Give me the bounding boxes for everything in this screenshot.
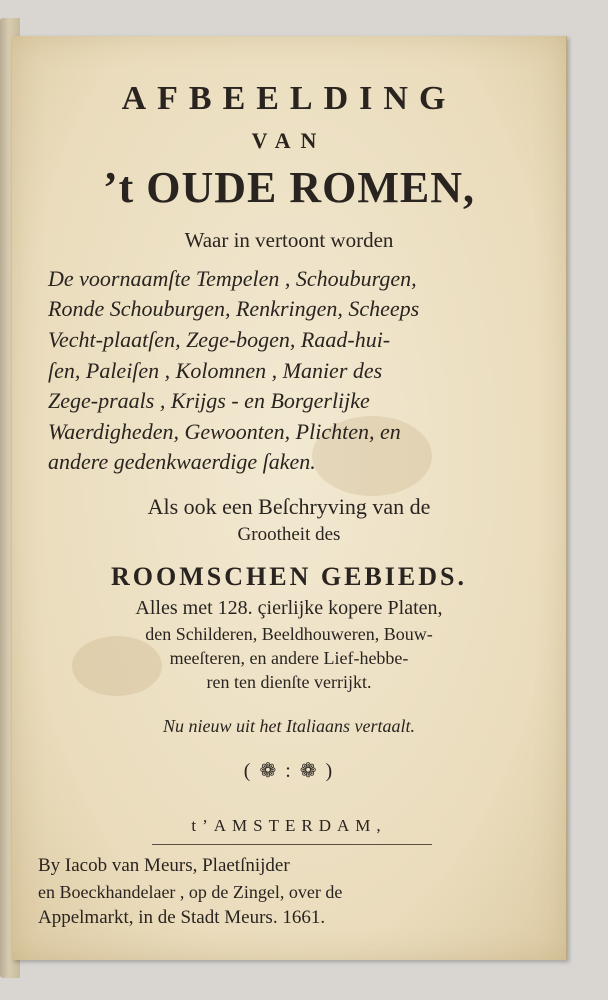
italic-line: Ronde Schouburgen, Renkringen, Scheeps	[48, 296, 420, 321]
alles-line: meeſteren, en andere Lief-hebbe-	[169, 648, 409, 668]
publisher-line: By Iacob van Meurs, Plaetſnijder	[38, 855, 290, 876]
italic-line: Vecht-plaatſen, Zege-bogen, Raad-hui-	[48, 327, 391, 352]
title-line-1: AFBEELDING	[121, 80, 457, 117]
description-line-1: Als ook een Beſchryving van de	[147, 494, 431, 519]
imprint-rule	[152, 844, 432, 845]
publisher-line: en Boeckhandelaer , op de Zingel, over de	[38, 882, 343, 902]
translation-note: Nu nieuw uit het Italiaans vertaalt.	[163, 716, 415, 736]
alles-line: Alles met 128. çierlijke kopere Platen,	[135, 597, 443, 619]
roomschen-heading: ROOMSCHEN GEBIEDS.	[111, 562, 467, 591]
italic-line: Waerdigheden, Gewoonten, Plichten, en	[48, 419, 401, 444]
italic-line: andere gedenkwaerdige ſaken.	[48, 449, 316, 474]
subtitle: Waar in vertoont worden	[184, 228, 394, 252]
publisher-line: Appelmarkt, in de Stadt Meurs. 1661.	[38, 907, 326, 928]
printer-ornament: ( ❁ : ❁ )	[243, 760, 335, 782]
italic-line: ſen, Paleiſen , Kolomnen , Manier des	[48, 358, 383, 383]
title-line-3: ’t OUDE ROMEN,	[102, 163, 476, 212]
title-page	[12, 36, 567, 960]
title-line-2: VAN	[251, 128, 327, 153]
alles-line: den Schilderen, Beeldhouweren, Bouw-	[145, 624, 433, 644]
italic-line: Zege-praals , Krijgs - en Borgerlijke	[48, 388, 370, 413]
description-line-2: Grootheit des	[237, 524, 341, 545]
imprint-city: t’AMSTERDAM,	[191, 816, 387, 835]
alles-line: ren ten dienſte verrijkt.	[206, 672, 372, 692]
italic-line: De voornaamſte Tempelen , Schouburgen,	[48, 266, 417, 291]
